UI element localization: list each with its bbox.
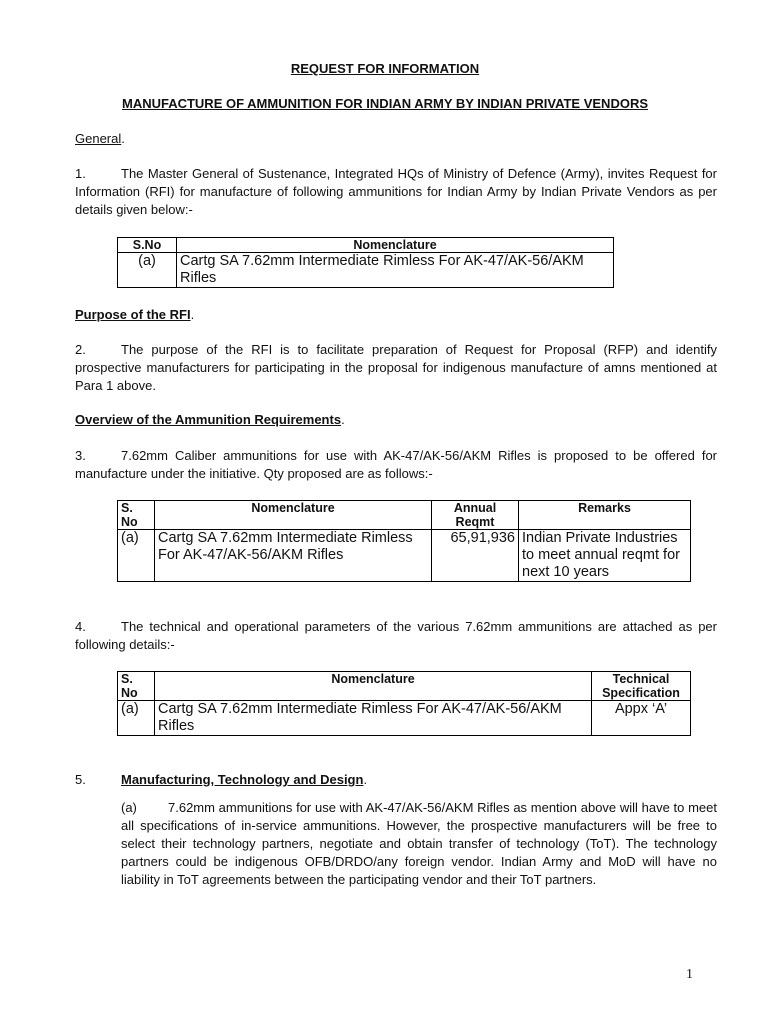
paragraph-4-text: The technical and operational parameters of the various 7.62mm ammunitions are attached as per following details:- — [75, 619, 717, 652]
table-row — [118, 530, 691, 582]
section-5-number: 5. — [75, 772, 86, 787]
table2-cell-sno: (a) — [118, 530, 155, 582]
paragraph-4 — [75, 618, 717, 654]
table-row — [118, 701, 691, 736]
table2-cell-remarks: Indian Private Industries to meet annual reqmt for next 10 years — [519, 530, 691, 582]
paragraph-2-text: The purpose of the RFI is to facilitate preparation of Request for Proposal (RFP) and identify prospective manufacturers for participating in the proposal for indigenous manufacture of amns mentioned at Para 1 above. — [75, 342, 717, 393]
table3-cell-nomenclature: Cartg SA 7.62mm Intermediate Rimless For AK-47/AK-56/AKM Rifles — [155, 701, 592, 736]
table2-header-annual-reqmt: Annual Reqmt — [432, 501, 519, 530]
table3-header-sno: S. No — [118, 672, 155, 701]
paragraph-1 — [75, 165, 717, 219]
specification-table — [117, 671, 691, 736]
table3-header-nomenclature: Nomenclature — [155, 672, 592, 701]
table1-cell-sno: (a) — [118, 253, 177, 288]
document-title: REQUEST FOR INFORMATION — [290, 61, 480, 76]
table3-cell-sno: (a) — [118, 701, 155, 736]
table3-header-technical-specification: Technical Specification — [592, 672, 691, 701]
subparagraph-a-text: 7.62mm ammunitions for use with AK-47/AK-56/AKM Rifles as mention above will have to meet all specifications of in-service ammunitions. However, the prospective manufacturers will be free to select their technology partners, negotiate and obtain transfer of technology (ToT). The technology partners could be indigenous OFB/DRDO/any foreign vendor. Indian Army and MoD will have no liability in ToT agreements between the participating vendor and their ToT partners. — [121, 800, 717, 887]
purpose-heading: Purpose of the RFI. — [75, 307, 195, 322]
nomenclature-table-1 — [117, 237, 614, 288]
subparagraph-a-label: (a) — [121, 800, 137, 815]
document-subtitle: MANUFACTURE OF AMMUNITION FOR INDIAN ARMY BY INDIAN PRIVATE VENDORS — [121, 96, 649, 111]
paragraph-2-number: 2. — [75, 342, 86, 357]
table1-cell-nomenclature: Cartg SA 7.62mm Intermediate Rimless For AK-47/AK-56/AKM Rifles — [177, 253, 614, 288]
paragraph-2 — [75, 341, 717, 395]
table2-cell-nomenclature: Cartg SA 7.62mm Intermediate Rimless For AK-47/AK-56/AKM Rifles — [155, 530, 432, 582]
paragraph-3-number: 3. — [75, 448, 86, 463]
table1-header-sno: S.No — [118, 238, 177, 253]
paragraph-1-number: 1. — [75, 166, 86, 181]
requirements-table — [117, 500, 691, 582]
paragraph-3-text: 7.62mm Caliber ammunitions for use with AK-47/AK-56/AKM Rifles is proposed to be offered for manufacture under the initiative. Qty proposed are as follows:- — [75, 448, 717, 481]
section-5-subparagraph-a — [121, 799, 717, 889]
page-number: 1 — [686, 967, 693, 982]
paragraph-4-number: 4. — [75, 619, 86, 634]
table2-header-remarks: Remarks — [519, 501, 691, 530]
table-row — [118, 253, 614, 288]
table3-cell-technical-specification: Appx ‘A’ — [592, 701, 691, 736]
table2-cell-annual-reqmt: 65,91,936 — [432, 530, 519, 582]
overview-heading: Overview of the Ammunition Requirements. — [75, 412, 345, 427]
general-heading: General. — [75, 131, 125, 146]
paragraph-1-text: The Master General of Sustenance, Integrated HQs of Ministry of Defence (Army), invites Request for Information (RFI) for manufacture of following ammunitions for Indian Army by Indian Private Vendors as per details given below:- — [75, 166, 717, 217]
paragraph-3 — [75, 447, 717, 483]
table2-header-nomenclature: Nomenclature — [155, 501, 432, 530]
table1-header-nomenclature: Nomenclature — [177, 238, 614, 253]
section-5-heading: Manufacturing, Technology and Design. — [121, 772, 368, 787]
table2-header-sno: S. No — [118, 501, 155, 530]
